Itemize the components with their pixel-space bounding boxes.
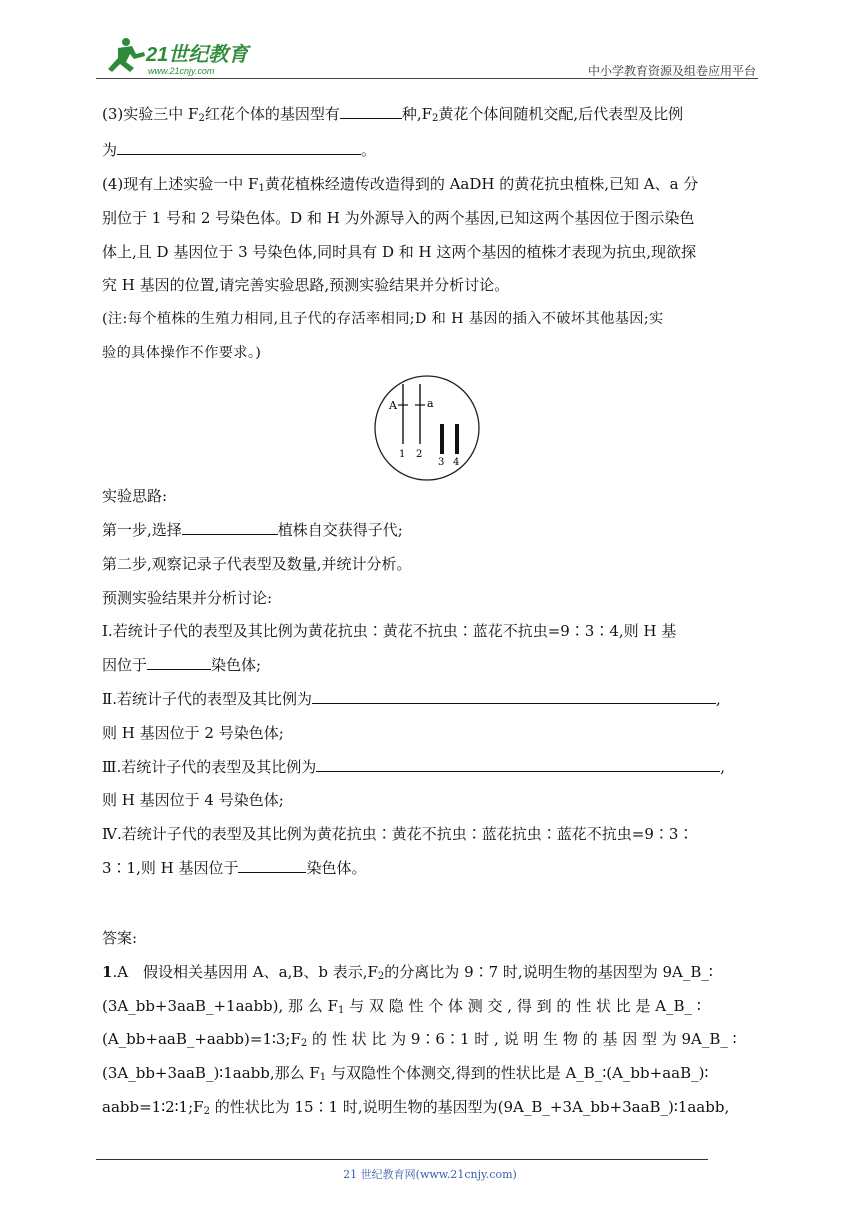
q4-note-1: (注:每个植株的生殖力相同,且子代的存活率相同;D 和 H 基因的插入不破坏其他基因;实 xyxy=(102,311,664,327)
cell-outline xyxy=(375,376,479,480)
answer-title: 答案: xyxy=(102,929,138,947)
predict-title: 预测实验结果并分析讨论: xyxy=(102,589,273,607)
q4-line-1: (4)现有上述实验一中 $F_1$黄花植株经遗传改造得到的 AaDH 的黄花抗虫植株,已知 A、a 分 xyxy=(102,175,699,194)
predict-ii-blank[interactable] xyxy=(312,689,716,704)
gene-A-label: A xyxy=(389,399,397,412)
answer-line-4: (3A_bb+3aaB_)∶1aabb,那么 $F_1$ 与双隐性个体测交,得到的性状比是 A_B_∶(A_bb+aaB_)∶ xyxy=(102,1064,709,1083)
idea-title: 实验思路: xyxy=(102,487,168,505)
q4-line-2: 别位于 1 号和 2 号染色体。D 和 H 为外源导入的两个基因,已知这两个基因位于图示染色 xyxy=(102,209,695,227)
predict-ii-line-1: Ⅱ.若统计子代的表型及其比例为 , xyxy=(102,690,721,708)
q3-line-1: (3)实验三中 $F_2$红花个体的基因型有 种$,F_2$黄花个体间随机交配,后代表型及比例 xyxy=(102,105,684,124)
idea-blank-plant[interactable] xyxy=(182,520,278,535)
chromosome-1-label: 1 xyxy=(399,449,406,460)
answer-line-5: $aabb=1∶2∶1;F_2$ 的性状比为 15∶1 时,说明生物的基因型为(9A_B_+3A_bb+3aaB_)∶1aabb, xyxy=(102,1098,730,1117)
chromosome-2-label: 2 xyxy=(416,449,423,460)
predict-iv-line-2: 3∶1,则 H 基因位于 染色体。 xyxy=(102,859,367,877)
gene-a-label: a xyxy=(427,397,434,410)
logo-21cnjy xyxy=(96,34,256,78)
q4-line-4: 究 H 基因的位置,请完善实验思路,预测实验结果并分析讨论。 xyxy=(102,276,510,294)
q4-line-3: 体上,且 D 基因位于 3 号染色体,同时具有 D 和 H 这两个基因的植株才表现为抗虫,现欲探 xyxy=(102,243,697,261)
chromosome-3-label: 3 xyxy=(438,457,445,468)
predict-ii-line-2: 则 H 基因位于 2 号染色体; xyxy=(102,724,284,742)
idea-step-2: 第二步,观察记录子代表型及数量,并统计分析。 xyxy=(102,555,412,573)
q4-note-2: 验的具体操作不作要求。) xyxy=(102,345,262,361)
logo-sub-text: www.21cnjy.com xyxy=(148,66,215,76)
predict-iii-blank[interactable] xyxy=(316,757,720,772)
predict-iii-line-1: Ⅲ.若统计子代的表型及其比例为 , xyxy=(102,758,726,776)
footer-divider xyxy=(96,1159,708,1160)
idea-step-1: 第一步,选择 植株自交获得子代; xyxy=(102,521,403,539)
footer-source: 21 世纪教育网(www.21cnjy.com) xyxy=(343,1168,517,1181)
chromosome-diagram xyxy=(372,374,482,482)
predict-iv-line-1: Ⅳ.若统计子代的表型及其比例为黄花抗虫∶黄花不抗虫∶蓝花抗虫∶蓝花不抗虫=9∶3∶ xyxy=(102,825,694,843)
page-header xyxy=(96,34,758,78)
header-tagline: 中小学教育资源及组卷应用平台 xyxy=(587,64,756,78)
predict-i-line-1: Ⅰ.若统计子代的表型及其比例为黄花抗虫∶黄花不抗虫∶蓝花不抗虫=9∶3∶4,则 H 基 xyxy=(102,622,677,640)
predict-iii-line-2: 则 H 基因位于 4 号染色体; xyxy=(102,791,284,809)
predict-i-line-2: 因位于 染色体; xyxy=(102,656,262,674)
answer-line-3: $(A\_bb+aaB\_+aabb)=1∶3;F_2$ 的 性 状 比 为 9∶6∶1 时 , 说 明 生 物 的 基 因 型 为 9A_B_ ∶ xyxy=(102,1030,737,1049)
predict-i-blank[interactable] xyxy=(147,655,211,670)
q3-blank-ratio[interactable] xyxy=(117,140,361,155)
answer-line-1: 1.A 假设相关基因用 A、a,B、b 表示$,F_2$的分离比为 9∶7 时,说明生物的基因型为 9A_B_∶ xyxy=(102,963,713,982)
q3-line-2: 为 。 xyxy=(102,141,377,159)
answer-line-2: (3A_bb+3aaB_+1aabb), 那 么 $F_1$ 与 双 隐 性 个 体 测 交 , 得 到 的 性 状 比 是 A_B_ ∶ xyxy=(102,997,701,1016)
logo-main-text: 21世纪教育 xyxy=(146,44,249,66)
q3-blank-count[interactable] xyxy=(340,104,402,119)
chromosome-4-label: 4 xyxy=(453,457,460,468)
header-divider xyxy=(96,78,758,79)
predict-iv-blank[interactable] xyxy=(238,858,306,873)
